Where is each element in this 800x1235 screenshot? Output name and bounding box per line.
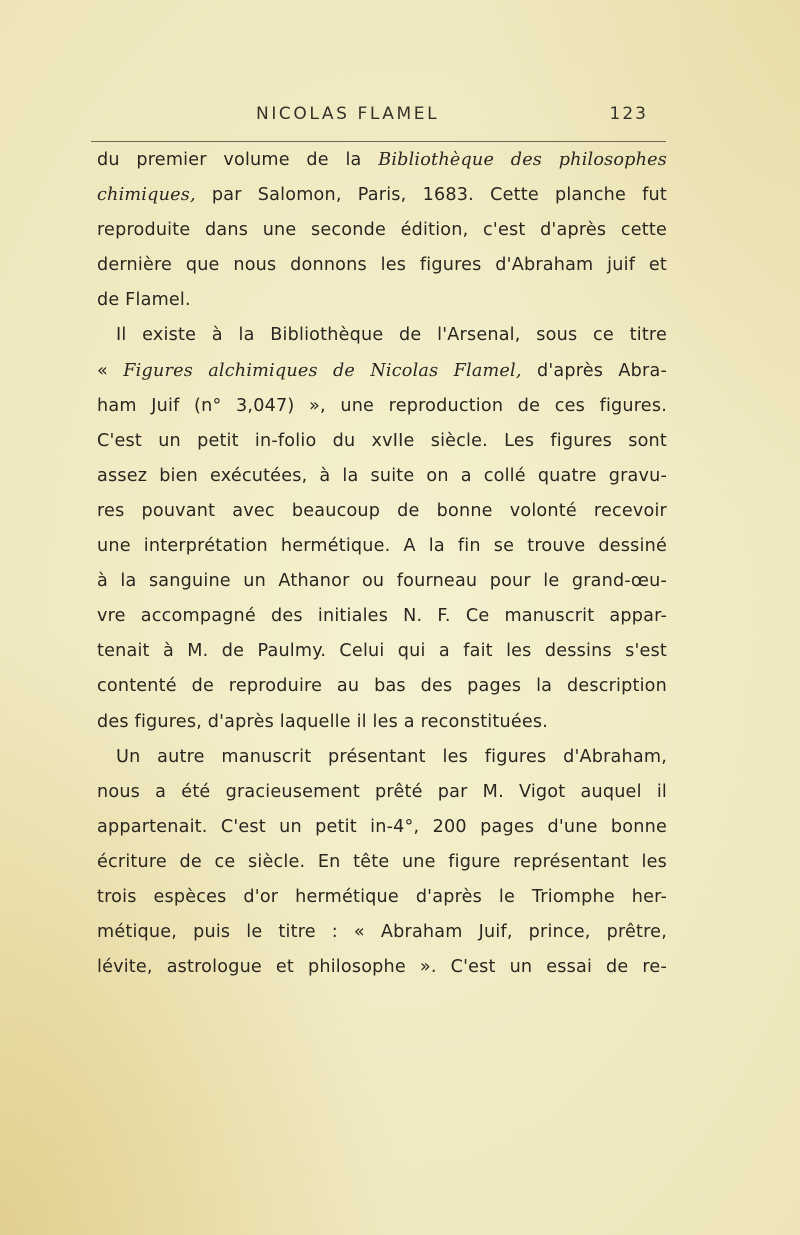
line-text: une interprétation hermétique. A la fin se trouve dessiné [97, 536, 667, 557]
line-text: Un autre manuscrit présentant les figures d'Abraham, [116, 746, 667, 767]
line-text: res pouvant avec beaucoup de bonne volonté recevoir [97, 500, 667, 521]
running-head [256, 104, 648, 132]
line-text: d'après Abra- [521, 360, 667, 381]
line-text: appartenait. C'est un petit in-4°, 200 pages d'une bonne [97, 816, 667, 837]
line-text: vre accompagné des initiales N. F. Ce manuscrit appar- [97, 606, 667, 627]
text-line [97, 775, 667, 810]
text-line [97, 494, 667, 529]
text-line [97, 213, 667, 248]
text-line [97, 283, 667, 318]
running-title: NICOLAS FLAMEL [256, 104, 440, 124]
line-text: nous a été gracieusement prêté par M. Vigot auquel il [97, 781, 667, 802]
line-text: C'est un petit in-folio du xvIIe siècle. Les figures sont [97, 430, 667, 451]
italic-title-text: Figures alchimiques de Nicolas Flamel, [123, 360, 522, 381]
line-text: ham Juif (n° 3,047) », une reproduction de ces figures. [97, 395, 667, 416]
text-line [97, 143, 667, 178]
line-text: de Flamel. [97, 290, 191, 311]
line-text: assez bien exécutées, à la suite on a collé quatre gravu- [97, 465, 667, 486]
line-text: Il existe à la Bibliothèque de l'Arsenal, sous ce titre [116, 325, 667, 346]
page-number: 123 [609, 104, 648, 124]
italic-title-text: Bibliothèque des philosophes [378, 150, 667, 170]
line-text: métique, puis le titre : « Abraham Juif, prince, prêtre, [97, 922, 667, 943]
text-line [97, 705, 667, 740]
line-text: lévite, astrologue et philosophe ». C'est un essai de re- [97, 957, 667, 978]
body-text [97, 143, 667, 985]
text-line [97, 564, 667, 599]
text-line [97, 318, 667, 353]
text-line [97, 740, 667, 775]
text-line [97, 880, 667, 915]
line-text: écriture de ce siècle. En tête une figure représentant les [97, 851, 667, 872]
text-line [97, 354, 667, 389]
line-text: contenté de reproduire au bas des pages la description [97, 676, 667, 697]
text-line [97, 459, 667, 494]
header-rule [91, 141, 666, 142]
text-line [97, 634, 667, 669]
line-text: par Salomon, Paris, 1683. Cette planche fut [195, 185, 667, 206]
text-line [97, 389, 667, 424]
text-line [97, 599, 667, 634]
text-line [97, 810, 667, 845]
line-text: tenait à M. de Paulmy. Celui qui a fait les dessins s'est [97, 641, 667, 662]
line-text: trois espèces d'or hermétique d'après le Triomphe her- [97, 886, 667, 907]
text-line [97, 915, 667, 950]
italic-title-text: chimiques, [97, 185, 196, 206]
line-text: dernière que nous donnons les figures d'Abraham juif et [97, 255, 667, 276]
line-text: à la sanguine un Athanor ou fourneau pour le grand-œu- [97, 571, 667, 592]
text-line [97, 669, 667, 704]
text-line [97, 529, 667, 564]
line-text: reproduite dans une seconde édition, c'est d'après cette [97, 220, 667, 241]
text-line [97, 178, 667, 213]
line-text: du premier volume de la [97, 150, 379, 170]
line-text: des figures, d'après laquelle il les a reconstituées. [97, 711, 549, 732]
text-line [97, 845, 667, 880]
line-text: « [97, 360, 124, 381]
text-line [97, 424, 667, 459]
text-line [97, 248, 667, 283]
text-line [97, 950, 667, 985]
